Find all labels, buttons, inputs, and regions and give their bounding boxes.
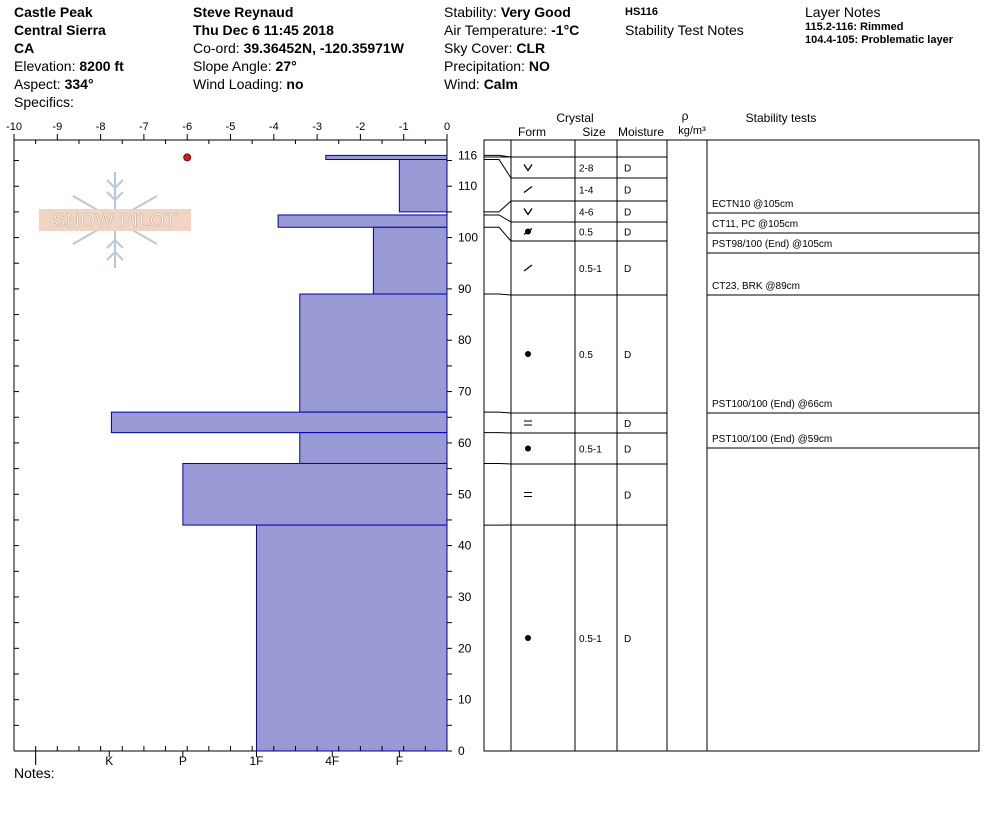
stability-test-label: CT23, BRK @89cm [712,281,800,292]
hardness-tick-label: 4F [325,754,340,768]
mountain-range: Central Sierra [14,22,106,38]
layer-note-2: 104.4-105: Problematic layer [805,34,953,46]
height-tick-label: 40 [458,538,472,553]
height-tick-label: 30 [458,589,472,604]
temp-tick-label: 0 [443,121,451,133]
height-tick-label: 60 [458,435,472,450]
precip-label: Precipitation: [444,58,529,74]
layer-size: 0.5-1 [579,264,602,275]
col-form-header: Form [518,125,546,139]
wind-loading-value: no [286,76,304,92]
col-crystal-header: Crystal [556,111,594,125]
state: CA [14,40,35,56]
crystal-form-rounded-icon [525,446,531,452]
wind-label: Wind: [444,76,484,92]
temp-tick-label: -6 [182,121,193,133]
coord-value: 39.36452N, -120.35971W [243,40,404,56]
hardness-bar-3 [278,215,447,227]
height-tick-label: 80 [458,333,472,348]
layer-connector [484,463,511,464]
col-rho-header: ρ [681,109,689,123]
height-tick-label: 50 [458,487,472,502]
hardness-bar-0 [326,155,447,159]
stability-test-label: PST100/100 (End) @66cm [712,399,833,410]
hardness-tick-label: I [33,754,38,768]
stability-value: Very Good [500,4,571,20]
hardness-tick-label: P [178,754,187,768]
snowpilot-logo [39,172,191,268]
hardness-bar-6 [111,412,447,433]
layer-connector [484,227,511,241]
hardness-tick-label: 1F [249,754,264,768]
temp-tick-label: -8 [95,121,106,133]
snow-height: HS116 [625,6,659,18]
stability-test-label: ECTN10 @105cm [712,199,794,210]
coord-label: Co-ord: [193,40,244,56]
temp-tick-label: -7 [139,121,149,133]
layer-moisture: D [624,419,632,430]
layer-moisture: D [624,634,632,645]
wind-value: Calm [483,76,518,92]
stability-test-label: PST98/100 (End) @105cm [712,239,833,250]
precip-value: NO [528,58,550,74]
layer-connector [484,201,511,212]
aspect-value: 334° [64,76,94,92]
layer-notes-title: Layer Notes [805,4,881,20]
height-tick-label: 20 [458,641,472,656]
layer-moisture: D [624,207,632,219]
observer-name: Steve Reynaud [193,4,294,20]
location-name: Castle Peak [14,4,93,20]
hardness-bar-5 [300,294,447,412]
hardness-bar-7 [300,433,447,464]
layer-moisture: D [624,227,632,239]
layer-size: 0.5 [579,350,593,361]
stability-label: Stability: [444,4,501,20]
layer-moisture: D [624,350,632,361]
stability-test-label: CT11, PC @105cm [712,219,799,230]
layer-moisture: D [624,264,632,275]
layer-size: 2-8 [579,163,594,175]
temp-tick-label: -2 [355,121,366,133]
stability-test-notes-title: Stability Test Notes [625,22,744,38]
crystal-form-facet-icon [524,165,532,171]
hardness-bar-4 [373,227,447,294]
crystal-form-rounded-icon [525,351,531,357]
crystal-form-facet-icon [524,209,532,215]
layer-moisture: D [624,185,632,197]
height-tick-label: 100 [458,230,479,245]
air-temp-value: -1°C [551,22,580,38]
aspect-label: Aspect: [14,76,65,92]
layer-size: 1-4 [579,185,594,197]
air-temp-label: Air Temperature: [444,22,552,38]
temp-tick-label: -5 [225,121,236,133]
crystal-form-rounded-icon [525,635,531,641]
col-size-header: Size [582,125,606,139]
crystal-form-decomposing-icon [524,187,532,193]
layer-moisture: D [624,490,632,502]
hardness-bar-9 [256,525,447,751]
hardness-bar-8 [183,463,447,525]
layer-moisture: D [624,444,632,456]
layer-size: 0.5-1 [579,444,602,456]
layer-moisture: D [624,163,632,175]
col-moisture-header: Moisture [617,125,665,139]
height-tick-label: 116 [458,148,478,163]
wind-loading-label: Wind Loading: [193,76,287,92]
temp-tick-label: -4 [268,121,279,133]
layer-size: 4-6 [579,207,594,219]
layer-size: 0.5 [579,227,593,239]
col-tests-header: Stability tests [745,111,817,125]
sky-label: Sky Cover: [444,40,517,56]
specifics-label: Specifics: [14,94,74,110]
observation-datetime: Thu Dec 6 11:45 2018 [193,22,334,38]
crystal-form-decomposing-icon [524,265,532,271]
stability-test-label: PST100/100 (End) @59cm [712,434,833,445]
layer-size: 0.5-1 [579,634,602,645]
hardness-bar-1 [399,160,447,212]
layer-connector [484,160,511,178]
hardness-tick-label: F [395,754,404,768]
height-tick-label: 70 [458,384,472,399]
layer-connector [484,294,511,295]
logo-text: SNOW PILOT [52,211,178,232]
height-tick-label: 110 [458,179,478,194]
temp-tick-label: -3 [312,121,322,133]
col-density-unit: kg/m³ [678,125,706,137]
temp-tick-label: -10 [6,121,22,133]
temp-tick-label: -1 [398,121,409,133]
layer-connector [484,215,511,222]
slope-label: Slope Angle: [193,58,276,74]
slope-value: 27° [275,58,297,74]
sky-value: CLR [516,40,546,56]
layer-connector [484,412,511,413]
layer-note-1: 115.2-116: Rimmed [805,21,904,33]
temperature-point [184,154,191,161]
elevation-value: 8200 ft [79,58,124,74]
notes-label: Notes: [14,765,55,781]
hardness-tick-label: K [105,754,114,768]
height-tick-label: 0 [458,744,465,758]
temp-tick-label: -9 [52,121,63,133]
height-tick-label: 90 [458,281,472,296]
height-tick-label: 10 [458,692,472,707]
elevation-label: Elevation: [14,58,80,74]
